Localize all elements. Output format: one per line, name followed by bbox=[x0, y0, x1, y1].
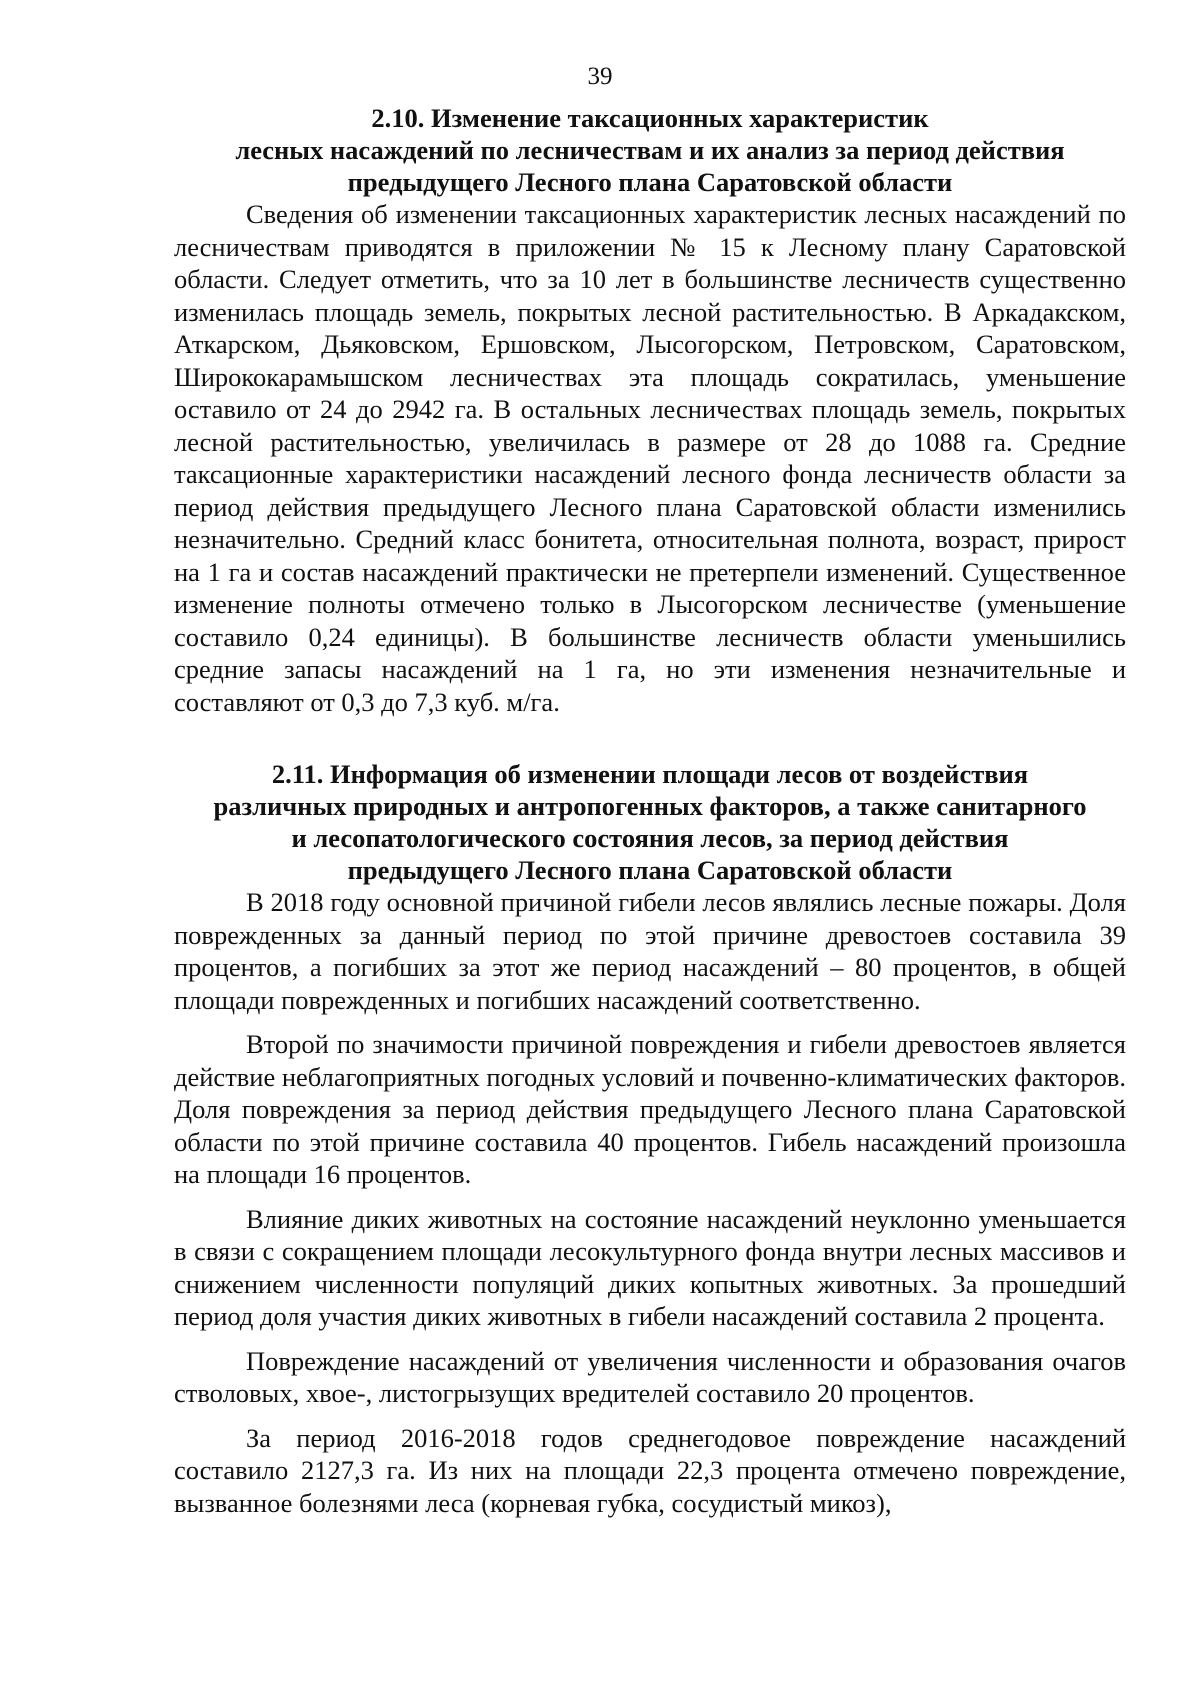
heading-line: предыдущего Лесного плана Саратовской области bbox=[347, 167, 953, 197]
section-2-10-paragraph: Сведения об изменении таксационных характеристик лесных насаждений по лесничествам приводятся в приложении № 15 к Лесному плану Саратовской области. Следует отметить, что за 10 лет в большинстве лесничеств существенно изменилась площадь земель, покрытых лесной растительностью. В Аркадакском, Аткарском, Дьяковском, Ершовском, Лысогорском, Петровском, Саратовском, Ширококарамышском лесничествах эта площадь сократилась, уменьшение оставило от 24 до 2942 га. В остальных лесничествах площадь земель, покрытых лесной растительностью, увеличилась в размере от 28 до 1088 га. Средние таксационные характеристики насаждений лесного фонда лесничеств области за период действия предыдущего Лесного плана Саратовской области изменились незначительно. Средний класс бонитета, относительная полнота, возраст, прирост на 1 га и состав насаждений практически не претерпели изменений. Существенное изменение полноты отмечено только в Лысогорском лесничестве (уменьшение составило 0,24 единицы). В большинстве лесничеств области уменьшились средние запасы насаждений на 1 га, но эти изменения незначительные и составляют от 0,3 до 7,3 куб. м/га. bbox=[174, 199, 1126, 717]
heading-line: лесных насаждений по лесничествам и их анализ за период действия bbox=[235, 135, 1065, 165]
section-2-11-paragraph-weather: Второй по значимости причиной повреждения и гибели древостоев является действие неблагоприятных погодных условий и почвенно-климатических факторов. Доля повреждения за период действия предыдущего Лесного плана Саратовской области по этой причине составила 40 процентов. Гибель насаждений произошла на площади 16 процентов. bbox=[174, 1029, 1126, 1189]
section-2-11-paragraph-pests: Повреждение насаждений от увеличения численности и образования очагов стволовых, хвое-, листогрызущих вредителей составило 20 процентов. bbox=[174, 1345, 1126, 1408]
heading-line: 2.10. Изменение таксационных характеристик bbox=[371, 103, 929, 133]
paragraph-spacer bbox=[174, 1333, 1126, 1345]
section-2-10-heading bbox=[174, 102, 1126, 198]
paragraph-spacer bbox=[174, 1410, 1126, 1422]
paragraph-spacer bbox=[174, 1191, 1126, 1203]
heading-line: 2.11. Информация об изменении площади лесов от воздействия bbox=[271, 759, 1029, 789]
section-2-11-paragraph-animals: Влияние диких животных на состояние насаждений неуклонно уменьшается в связи с сокращением площади лесокультурного фонда внутри лесных массивов и снижением численности популяций диких копытных животных. За прошедший период доля участия диких животных в гибели насаждений составила 2 процента. bbox=[174, 1203, 1126, 1331]
section-spacer bbox=[174, 718, 1126, 758]
section-2-11-heading bbox=[174, 758, 1126, 886]
heading-line: предыдущего Лесного плана Саратовской области bbox=[347, 855, 953, 885]
heading-line: различных природных и антропогенных факторов, а также санитарного bbox=[213, 791, 1087, 821]
section-2-11-paragraph-fires: В 2018 году основной причиной гибели лесов являлись лесные пожары. Доля поврежденных за данный период по этой причине древостоев составила 39 процентов, а погибших за этот же период насаждений – 80 процентов, в общей площади поврежденных и погибших насаждений соответственно. bbox=[174, 887, 1126, 1015]
section-2-11-paragraph-damage: За период 2016-2018 годов среднегодовое повреждение насаждений составило 2127,3 га. Из них на площади 22,3 процента отмечено повреждение, вызванное болезнями леса (корневая губка, сосудистый микоз), bbox=[174, 1422, 1126, 1518]
page-content bbox=[174, 102, 1126, 1519]
page-number: 39 bbox=[587, 63, 613, 90]
heading-line: и лесопатологического состояния лесов, за период действия bbox=[291, 823, 1009, 853]
paragraph-spacer bbox=[174, 1016, 1126, 1028]
